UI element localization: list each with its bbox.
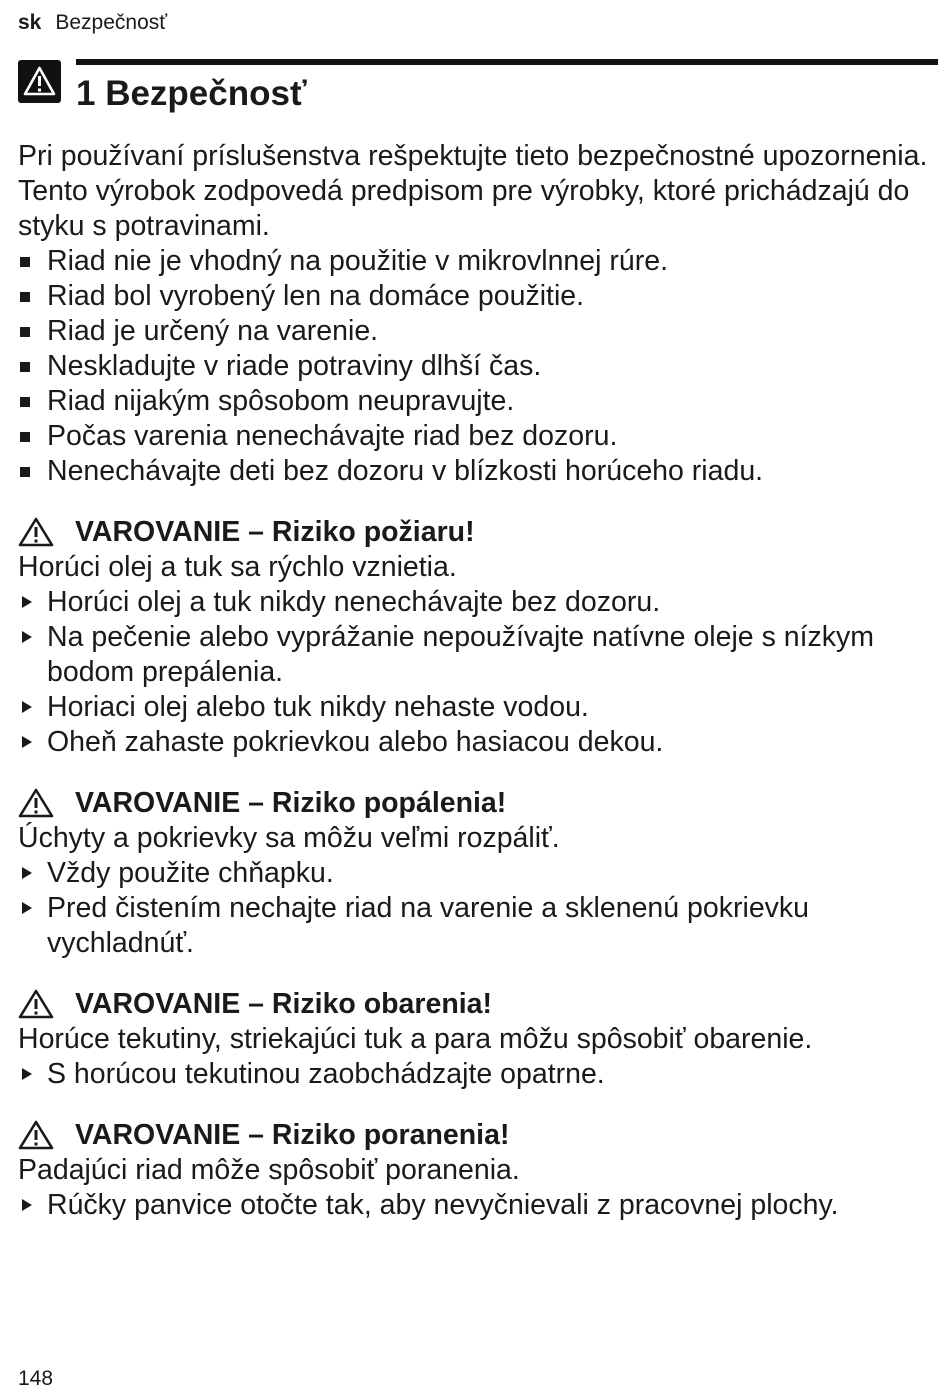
warning-heading-text: VAROVANIE – Riziko požiaru!	[75, 516, 475, 548]
list-item: S horúcou tekutinou zaobchádzajte opatrne.	[18, 1057, 933, 1092]
warning-heading	[18, 987, 933, 1022]
list-item: Riad nijakým spôsobom neupravujte.	[18, 384, 933, 419]
list-item: Neskladujte v riade potraviny dlhší čas.	[18, 349, 933, 384]
list-item: Pred čistením nechajte riad na varenie a sklenenú pokrievku vychladnúť.	[18, 891, 933, 961]
list-item: Riad nie je vhodný na použitie v mikrovlnnej rúre.	[18, 244, 933, 279]
warning-heading-text: VAROVANIE – Riziko obarenia!	[75, 988, 493, 1020]
list-item: Riad je určený na varenie.	[18, 314, 933, 349]
page-header	[18, 10, 167, 36]
warning-injury	[18, 1118, 933, 1223]
warning-text: Horúce tekutiny, striekajúci tuk a para môžu spôsobiť obarenie.	[18, 1023, 813, 1055]
warning-text: Úchyty a pokrievky sa môžu veľmi rozpáliť.	[18, 822, 560, 854]
warning-steps	[18, 1057, 933, 1092]
section-rule	[76, 59, 938, 65]
intro-paragraph: Pri používaní príslušenstva rešpektujte tieto bezpečnostné upozornenia.	[18, 140, 928, 172]
rules-list	[18, 244, 933, 489]
list-item: Oheň zahaste pokrievkou alebo hasiacou dekou.	[18, 725, 933, 760]
warning-heading	[18, 1118, 933, 1153]
intro-paragraph: Tento výrobok zodpovedá predpisom pre výrobky, ktoré prichádzajú do styku s potravinami.	[18, 175, 910, 242]
warning-icon	[18, 517, 54, 547]
list-item: Rúčky panvice otočte tak, aby nevyčnievali z pracovnej plochy.	[18, 1188, 933, 1223]
warning-heading-text: VAROVANIE – Riziko popálenia!	[75, 787, 507, 819]
language-code: sk	[18, 11, 42, 34]
warning-steps	[18, 1188, 933, 1223]
list-item: Horiaci olej alebo tuk nikdy nehaste vodou.	[18, 690, 933, 725]
warning-icon	[18, 788, 54, 818]
warning-icon	[18, 989, 54, 1019]
warning-fire	[18, 515, 933, 760]
main-content	[18, 139, 933, 1223]
list-item: Riad bol vyrobený len na domáce použitie.	[18, 279, 933, 314]
warning-text: Horúci olej a tuk sa rýchlo vznietia.	[18, 551, 457, 583]
list-item: Na pečenie alebo vyprážanie nepoužívajte natívne oleje s nízkym bodom prepálenia.	[18, 620, 933, 690]
warning-heading	[18, 786, 933, 821]
warning-steps	[18, 856, 933, 961]
warning-icon	[18, 1120, 54, 1150]
list-item: Počas varenia nenechávajte riad bez dozoru.	[18, 419, 933, 454]
warning-scald	[18, 987, 933, 1092]
page-title: 1 Bezpečnosť	[76, 74, 307, 113]
warning-steps	[18, 585, 933, 760]
list-item: Vždy použite chňapku.	[18, 856, 933, 891]
warning-icon	[18, 60, 61, 103]
list-item: Nenechávajte deti bez dozoru v blízkosti horúceho riadu.	[18, 454, 933, 489]
warning-heading-text: VAROVANIE – Riziko poranenia!	[75, 1119, 510, 1151]
header-section: Bezpečnosť	[55, 11, 168, 34]
warning-heading	[18, 515, 933, 550]
warning-text: Padajúci riad môže spôsobiť poranenia.	[18, 1154, 520, 1186]
warning-burn	[18, 786, 933, 961]
list-item: Horúci olej a tuk nikdy nenechávajte bez dozoru.	[18, 585, 933, 620]
page-number: 148	[18, 1367, 54, 1390]
